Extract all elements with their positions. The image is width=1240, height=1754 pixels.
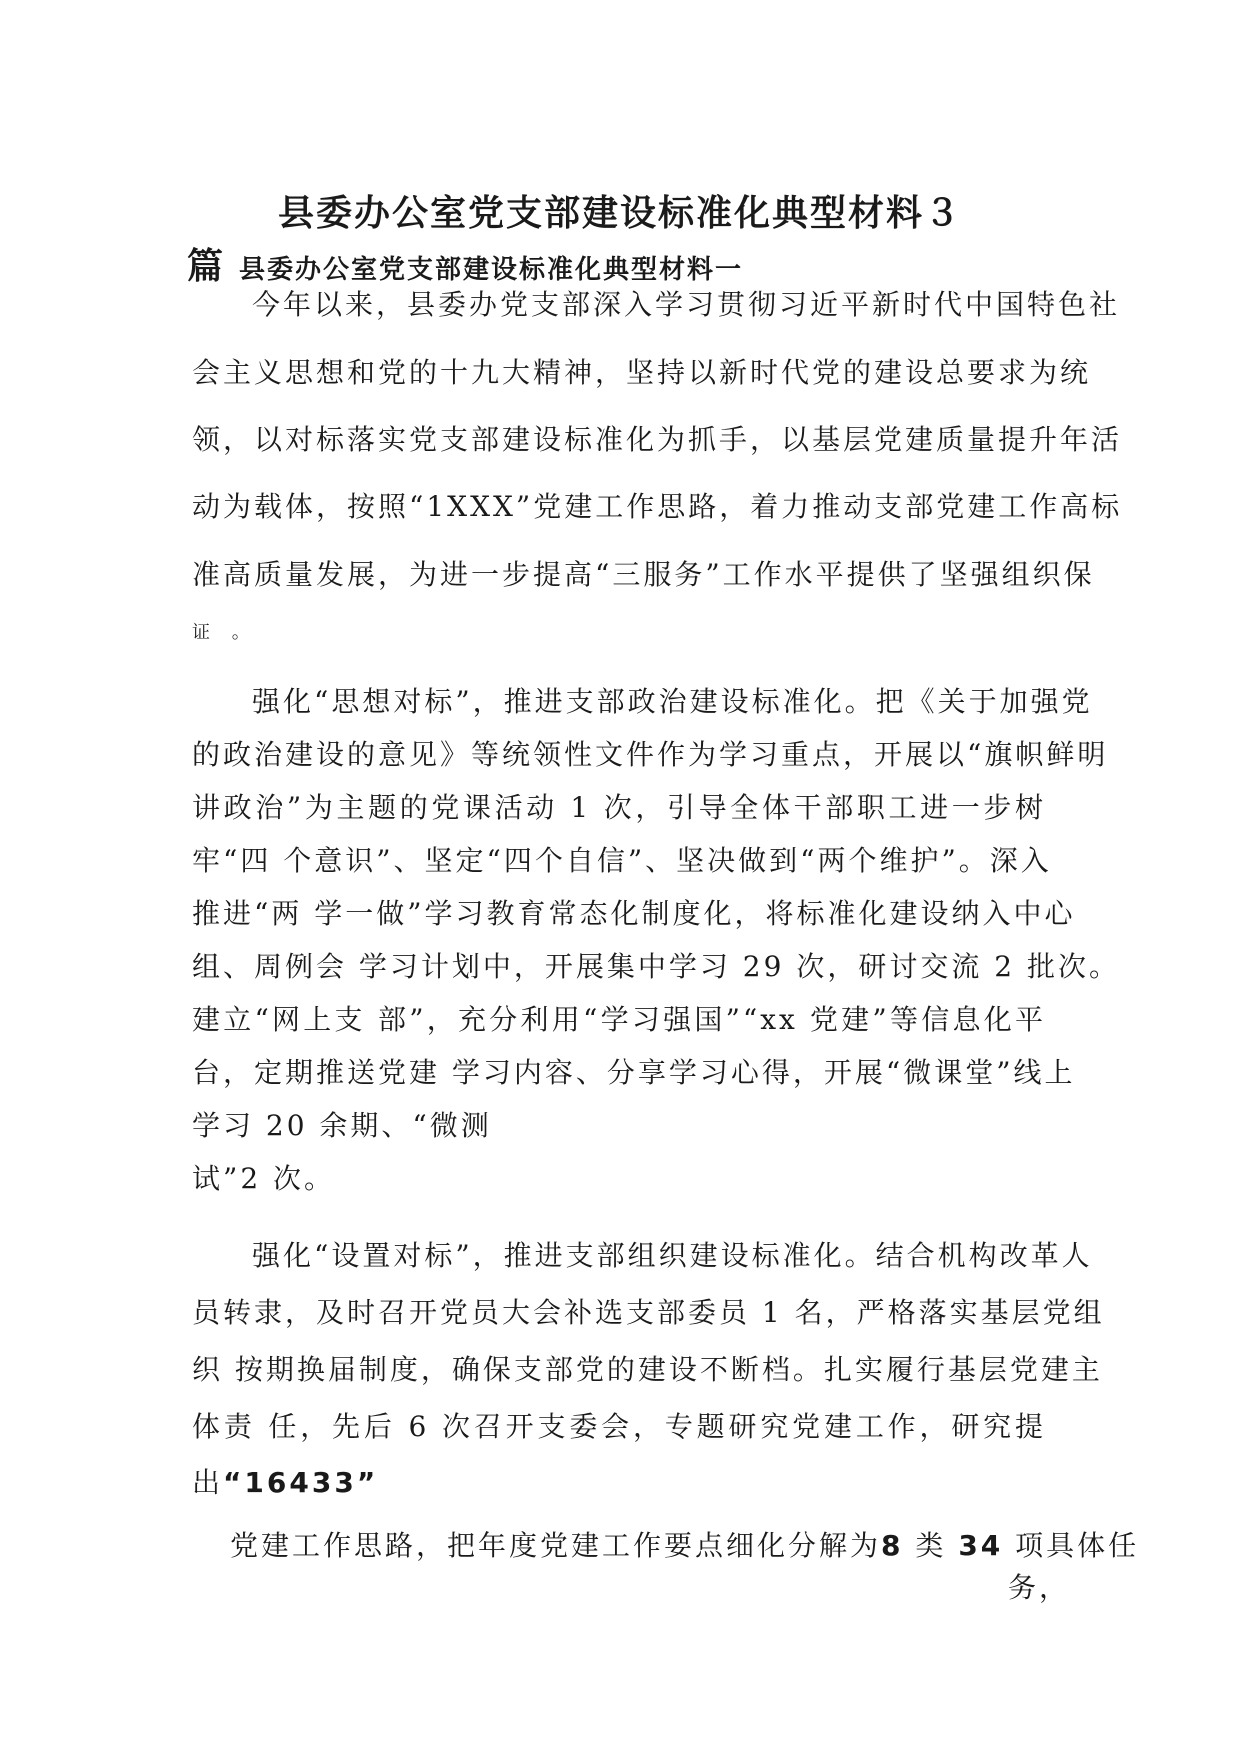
paragraph-3-line: 体责 任，先后 6 次召开支委会，专题研究党建工作，研究提 <box>192 1410 1046 1443</box>
paragraph-1-line: 今年以来，县委办党支部深入学习贯彻习近平新时代中国特色社 <box>252 288 1121 321</box>
document-title-continuation: 篇 <box>187 246 224 287</box>
paragraph-2-line: 强化“思想对标”，推进支部政治建设标准化。把《关于加强党 <box>252 685 1093 718</box>
paragraph-2-line: 的政治建设的意见》等统领性文件作为学习重点，开展以“旗帜鲜明 <box>192 738 1109 771</box>
paragraph-1-line: 会主义思想和党的十九大精神，坚持以新时代党的建设总要求为统 <box>192 356 1092 389</box>
bold-number: 34 <box>958 1529 1004 1562</box>
paragraph-4-text: 类 <box>903 1529 959 1562</box>
paragraph-2-line: 组、周例会 学习计划中，开展集中学习 29 次，研讨交流 2 批次。 <box>192 950 1120 983</box>
bold-number: “16433” <box>223 1466 379 1499</box>
paragraph-4-text: 项具体任 <box>1003 1529 1140 1562</box>
document-subtitle: 县委办公室党支部建设标准化典型材料一 <box>239 255 744 285</box>
paragraph-4-text: 党建工作思路，把年度党建工作要点细化分解为 <box>230 1529 882 1562</box>
paragraph-2-line: 推进“两 学一做”学习教育常态化制度化，将标准化建设纳入中心 <box>192 897 1076 930</box>
paragraph-3-line: 织 按期换届制度，确保支部党的建设不断档。扎实履行基层党建主 <box>192 1353 1103 1386</box>
paragraph-4-line <box>230 1526 1140 1566</box>
paragraph-1-line: 准高质量发展，为进一步提高“三服务”工作水平提供了坚强组织保 <box>192 558 1095 591</box>
paragraph-1-line: 动为载体，按照“1XXX”党建工作思路，着力推动支部党建工作高标 <box>192 490 1123 523</box>
paragraph-3-line-prefix: 出 <box>192 1466 224 1499</box>
paragraph-3-line <box>192 1463 378 1503</box>
paragraph-4-last-line: 务， <box>1008 1571 1071 1604</box>
paragraph-2-line: 台，定期推送党建 学习内容、分享学习心得，开展“微课堂”线上 <box>192 1056 1076 1089</box>
bold-number: 8 <box>881 1529 904 1562</box>
paragraph-2-last-line: 试”2 次。 <box>192 1162 336 1195</box>
paragraph-3-line: 强化“设置对标”，推进支部组织建设标准化。结合机构改革人 <box>252 1239 1093 1272</box>
paragraph-1-last-line: 证 。 <box>192 622 258 643</box>
paragraph-2-line: 建立“网上支 部”，充分利用“学习强国”“xx 党建”等信息化平 <box>192 1003 1046 1036</box>
paragraph-2-line: 牢“四 个意识”、坚定“四个自信”、坚决做到“两个维护”。深入 <box>192 844 1052 877</box>
document-title: 县委办公室党支部建设标准化典型材料３ <box>277 193 962 234</box>
paragraph-1-line: 领，以对标落实党支部建设标准化为抓手，以基层党建质量提升年活 <box>192 423 1123 456</box>
paragraph-2-line: 学习 20 余期、“微测 <box>192 1109 492 1142</box>
paragraph-2-line: 讲政治”为主题的党课活动 1 次，引导全体干部职工进一步树 <box>192 791 1046 824</box>
paragraph-3-line: 员转隶，及时召开党员大会补选支部委员 1 名，严格落实基层党组 <box>192 1296 1105 1329</box>
